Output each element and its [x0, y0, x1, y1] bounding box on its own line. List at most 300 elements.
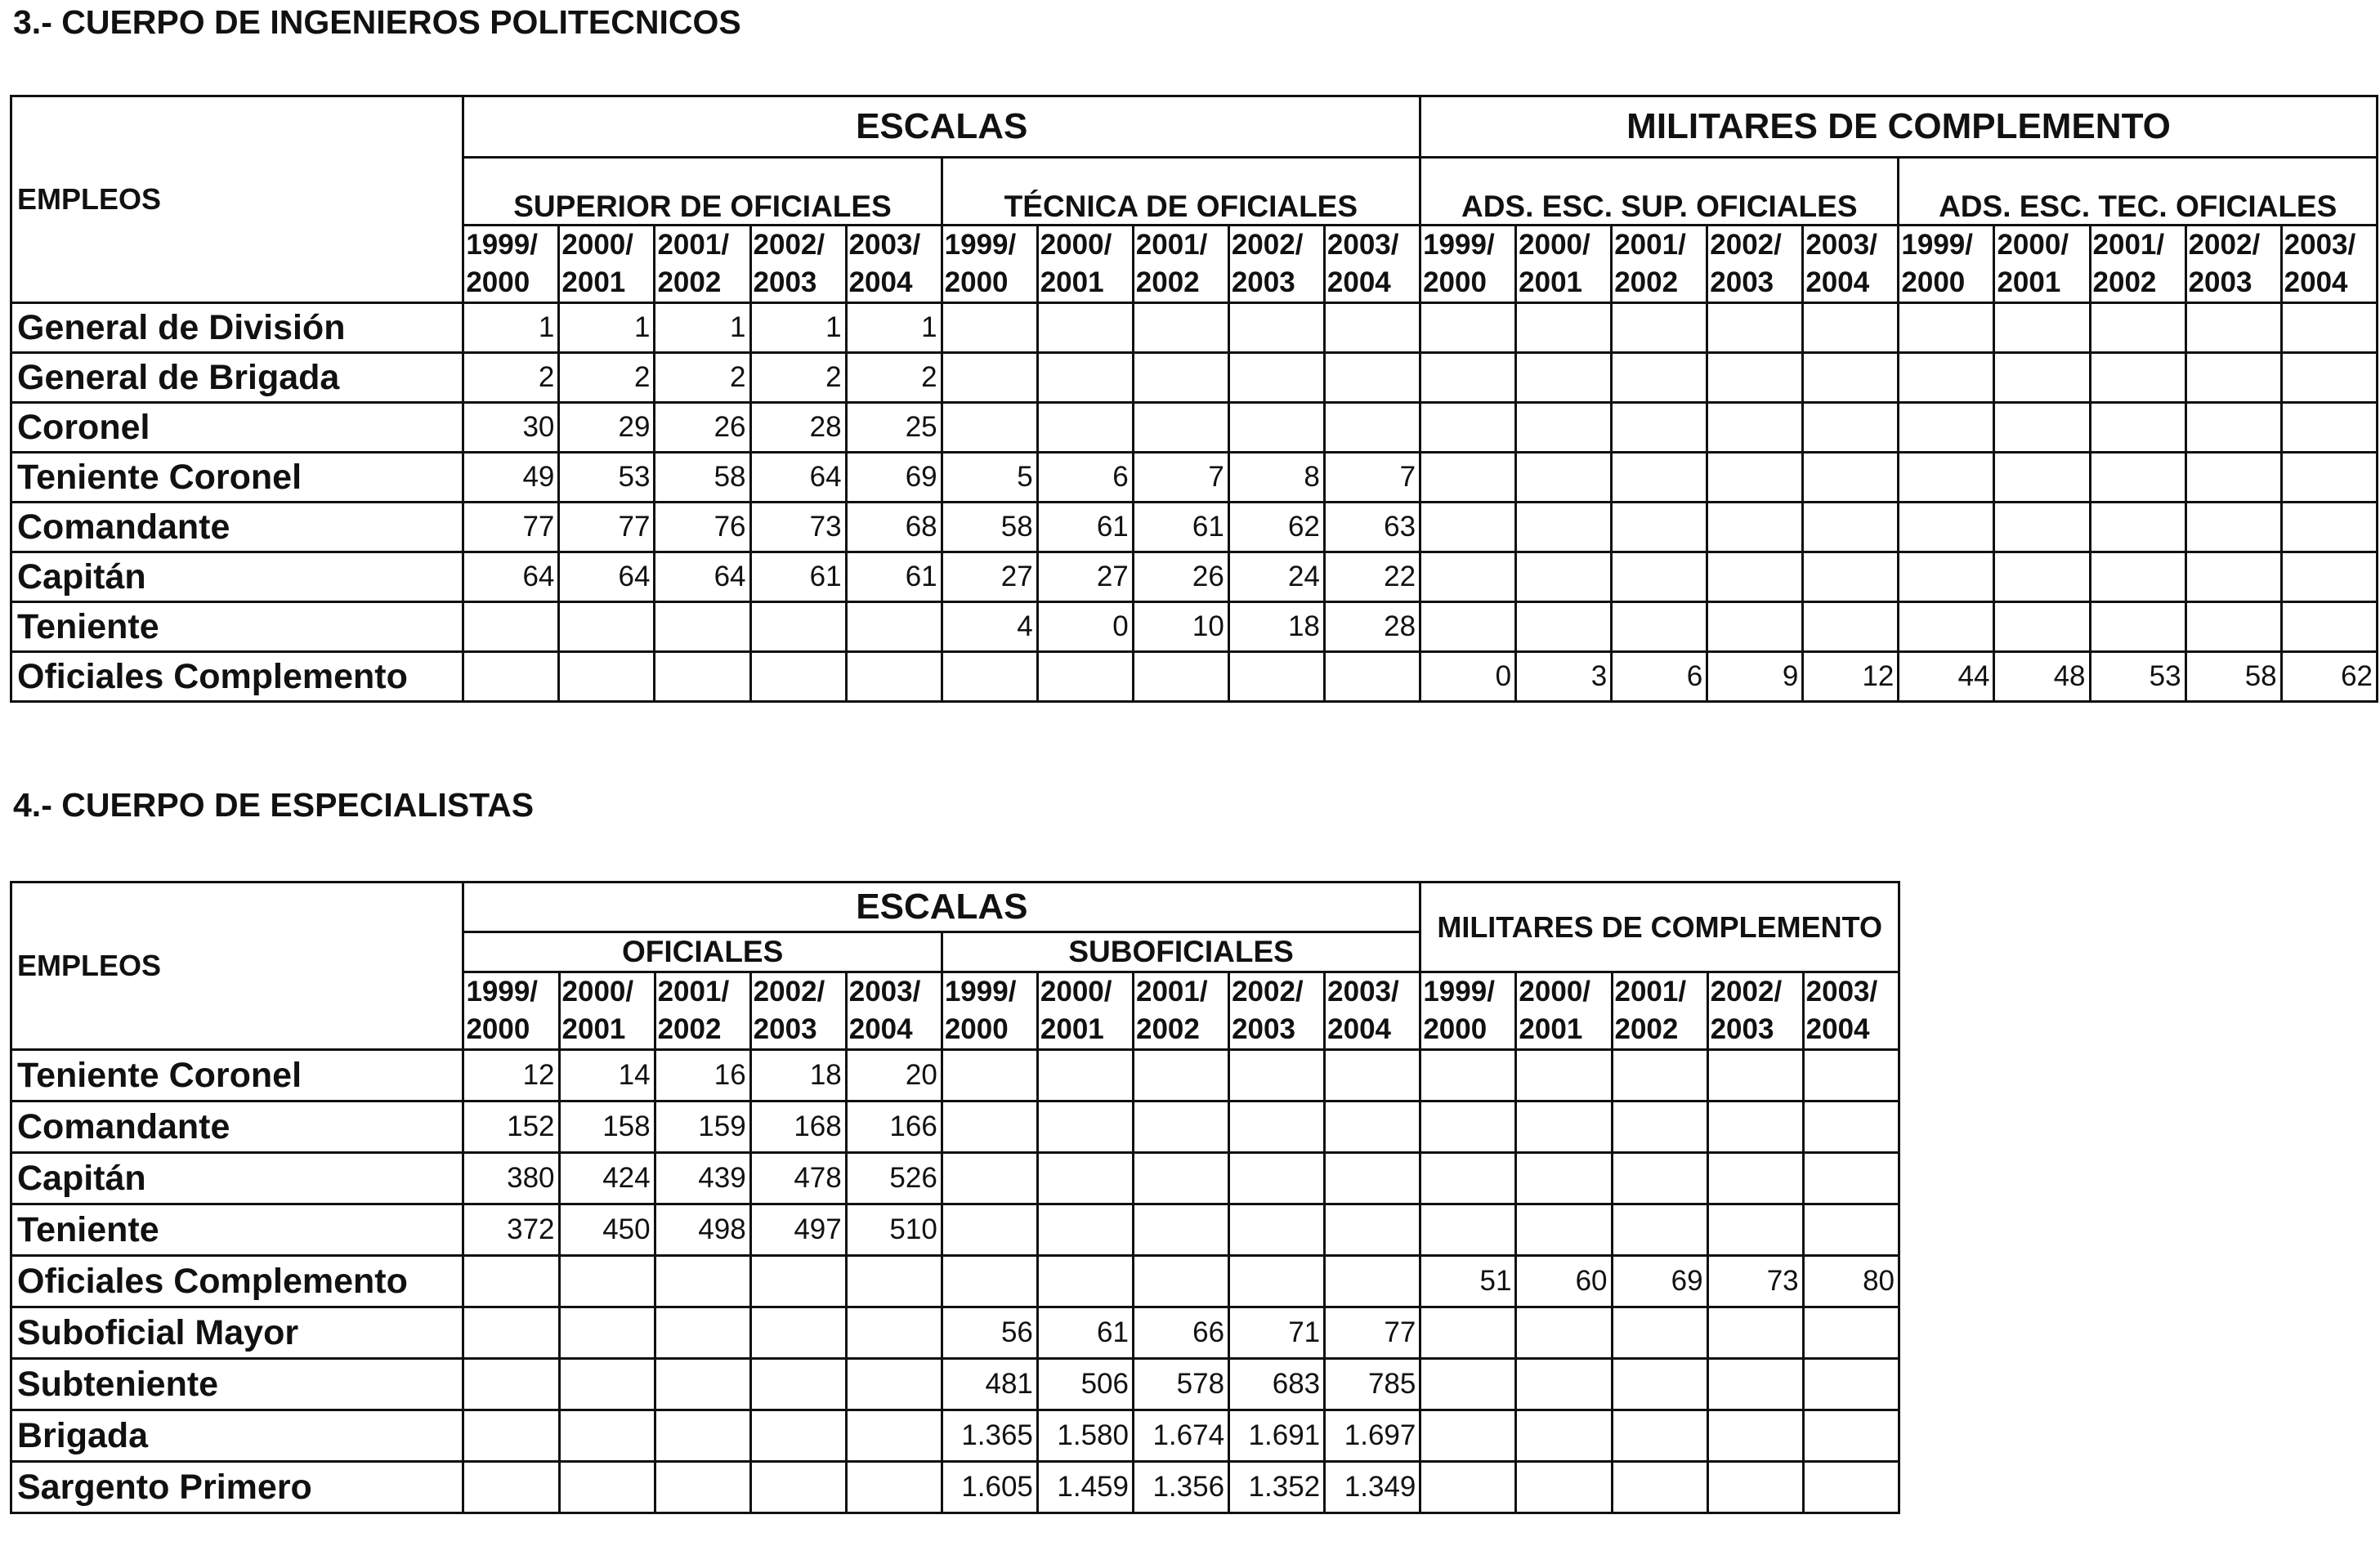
table-cell: [1228, 303, 1324, 353]
table-cell: 14: [559, 1050, 655, 1101]
table-cell: [1516, 353, 1612, 403]
table-cell: [655, 602, 750, 652]
year-end: 2004: [848, 1013, 913, 1045]
table-cell: [1803, 1101, 1899, 1153]
table-cell: [463, 1359, 559, 1410]
table-cell: 80: [1803, 1256, 1899, 1307]
table-cell: 152: [463, 1101, 559, 1153]
year-end: 2004: [1805, 266, 1870, 298]
table-cell: 1: [750, 303, 846, 353]
table-cell: [2281, 552, 2377, 602]
year-header: [2281, 226, 2377, 303]
year-end: 2002: [1614, 266, 1679, 298]
subgroup-header-suboficiales: SUBOFICIALES: [942, 932, 1420, 972]
year-end: 2001: [1997, 266, 2061, 298]
table-cell: 26: [655, 403, 750, 453]
table-cell: [1037, 1050, 1133, 1101]
table-cell: 77: [559, 503, 655, 552]
table-cell: [846, 652, 942, 702]
table-cuerpo-ingenieros: [10, 95, 2378, 703]
table-cell: 69: [846, 453, 942, 503]
table-cell: [1420, 602, 1516, 652]
row-label: Brigada: [11, 1410, 463, 1462]
year-end: 2004: [848, 266, 913, 298]
table-cell: [1803, 1410, 1899, 1462]
table-cell: [463, 652, 559, 702]
table-cell: [2185, 303, 2281, 353]
subgroup-header-oficiales: OFICIALES: [463, 932, 942, 972]
row-label: Teniente: [11, 1204, 463, 1256]
year-start: 2002/: [1710, 229, 1782, 261]
table-cell: [1803, 552, 1899, 602]
header-row-groups: [11, 96, 2378, 158]
row-label: Coronel: [11, 403, 463, 453]
year-start: 2000/: [1519, 976, 1591, 1008]
table-cell: [1420, 353, 1516, 403]
subgroup-header-ads-tec: ADS. ESC. TEC. OFICIALES: [1899, 158, 2378, 226]
table-cell: 2: [846, 353, 942, 403]
table-cell: 53: [559, 453, 655, 503]
table-cell: [1899, 403, 1994, 453]
year-start: 2000/: [561, 229, 633, 261]
table-cell: [1324, 652, 1420, 702]
table-row: [11, 1462, 1899, 1513]
year-end: 2001: [561, 1013, 626, 1045]
table-cell: [1420, 503, 1516, 552]
year-end: 2003: [1710, 1013, 1774, 1045]
year-start: 1999/: [466, 976, 539, 1008]
year-end: 2003: [753, 1013, 817, 1045]
table-cell: 51: [1420, 1256, 1516, 1307]
table-cell: [463, 1256, 559, 1307]
table-row: [11, 1050, 1899, 1101]
table-cell: [1229, 1050, 1325, 1101]
year-start: 1999/: [944, 229, 1017, 261]
year-header: [1420, 972, 1516, 1050]
table-cell: 58: [942, 503, 1037, 552]
table-cell: [1133, 652, 1228, 702]
year-start: 2003/: [1805, 976, 1878, 1008]
table-cell: [1707, 1307, 1803, 1359]
table-cell: [1803, 453, 1899, 503]
table-cell: 8: [1228, 453, 1324, 503]
table-cell: 64: [655, 552, 750, 602]
row-label: Comandante: [11, 503, 463, 552]
table-cell: [1707, 353, 1803, 403]
table-cell: [559, 1462, 655, 1513]
table-cell: [1803, 353, 1899, 403]
table-cell: [846, 1359, 942, 1410]
table-cell: [2281, 353, 2377, 403]
table-cell: 27: [942, 552, 1037, 602]
year-start: 2003/: [1327, 976, 1399, 1008]
table-row: [11, 353, 2378, 403]
year-start: 1999/: [944, 976, 1017, 1008]
table-cell: [1707, 303, 1803, 353]
table-cell: [1228, 652, 1324, 702]
table-row: [11, 1307, 1899, 1359]
year-end: 2004: [1326, 266, 1391, 298]
table-cell: [1707, 1101, 1803, 1153]
table-cell: [2185, 552, 2281, 602]
table-cell: [2185, 453, 2281, 503]
year-header: [1324, 226, 1420, 303]
table-cell: [2185, 353, 2281, 403]
table-cell: 77: [1325, 1307, 1420, 1359]
table-row: [11, 1410, 1899, 1462]
table-cell: 0: [1420, 652, 1516, 702]
table-cell: 481: [942, 1359, 1037, 1410]
table-cell: [1420, 403, 1516, 453]
table-cell: [1707, 1462, 1803, 1513]
table-cell: [846, 1462, 942, 1513]
table-cell: [1707, 1153, 1803, 1204]
table-cell: [2090, 303, 2185, 353]
table-cell: [559, 1359, 655, 1410]
table-cell: 26: [1133, 552, 1228, 602]
year-header: [1803, 226, 1899, 303]
table-cell: [942, 1101, 1037, 1153]
year-end: 2000: [1423, 266, 1487, 298]
table-cell: 25: [846, 403, 942, 453]
year-start: 1999/: [1901, 229, 1973, 261]
subgroup-header-ads-sup: ADS. ESC. SUP. OFICIALES: [1420, 158, 1899, 226]
table-cell: 1.580: [1037, 1410, 1133, 1462]
table-cell: [655, 1307, 750, 1359]
year-header: [1037, 972, 1133, 1050]
group-header-escalas: ESCALAS: [463, 883, 1420, 932]
year-start: 2003/: [848, 229, 921, 261]
year-end: 2001: [1040, 266, 1104, 298]
table-cell: [1037, 1101, 1133, 1153]
table-cell: [1707, 1204, 1803, 1256]
table-cell: [1707, 1410, 1803, 1462]
year-end: 2003: [1710, 266, 1774, 298]
table-cell: [1516, 303, 1612, 353]
table-cell: [1516, 1101, 1612, 1153]
table-cell: 5: [942, 453, 1037, 503]
table-cell: [2090, 453, 2185, 503]
table-cell: 22: [1324, 552, 1420, 602]
table-cell: [1612, 552, 1707, 602]
table-cell: [1707, 403, 1803, 453]
year-end: 2000: [944, 266, 1009, 298]
table-cell: 168: [750, 1101, 846, 1153]
table-cell: 2: [750, 353, 846, 403]
year-header: [750, 226, 846, 303]
year-header: [1899, 226, 1994, 303]
table-cell: [1037, 1256, 1133, 1307]
year-end: 2004: [1327, 1013, 1392, 1045]
table-cell: [1228, 403, 1324, 453]
year-end: 2002: [657, 266, 722, 298]
table-cell: [1516, 1153, 1612, 1204]
table-cell: 506: [1037, 1359, 1133, 1410]
table-cell: [1994, 403, 2090, 453]
year-header: [1516, 226, 1612, 303]
table-cell: [1229, 1101, 1325, 1153]
table-cell: [1324, 303, 1420, 353]
year-header: [559, 226, 655, 303]
year-header: [463, 972, 559, 1050]
table-cell: 9: [1707, 652, 1803, 702]
table-cell: [750, 1307, 846, 1359]
table-cell: 18: [750, 1050, 846, 1101]
table-cell: [2090, 503, 2185, 552]
header-row-groups: [11, 883, 1899, 932]
table-cell: [1994, 602, 2090, 652]
table-cell: [1133, 353, 1228, 403]
table-cell: 62: [1228, 503, 1324, 552]
table-cell: 1.459: [1037, 1462, 1133, 1513]
table-cell: [1516, 1050, 1612, 1101]
table-cell: [1325, 1256, 1420, 1307]
table-cell: [750, 1359, 846, 1410]
table-cell: 63: [1324, 503, 1420, 552]
section-title-especialistas: 4.- CUERPO DE ESPECIALISTAS: [13, 786, 535, 824]
year-start: 2002/: [1710, 976, 1783, 1008]
year-start: 2001/: [657, 229, 730, 261]
table-cell: 27: [1037, 552, 1133, 602]
year-end: 2001: [1519, 1013, 1583, 1045]
table-cell: 64: [463, 552, 559, 602]
year-start: 2001/: [1135, 976, 1208, 1008]
table-cell: 158: [559, 1101, 655, 1153]
table-cell: [750, 1410, 846, 1462]
year-end: 2003: [2188, 266, 2252, 298]
table-cell: 53: [2090, 652, 2185, 702]
year-start: 2003/: [2284, 229, 2356, 261]
table-cell: [942, 1256, 1037, 1307]
year-header: [1707, 972, 1803, 1050]
table-cuerpo-especialistas: [10, 881, 1900, 1514]
year-header: [1803, 972, 1899, 1050]
table-row: [11, 1256, 1899, 1307]
row-label: Sargento Primero: [11, 1462, 463, 1513]
table-cell: [1037, 353, 1133, 403]
year-end: 2001: [561, 266, 626, 298]
table-cell: [1420, 1050, 1516, 1101]
year-end: 2002: [1135, 266, 1200, 298]
year-header: [655, 226, 750, 303]
table-cell: [2281, 602, 2377, 652]
table-cell: [463, 1410, 559, 1462]
table-cell: 12: [463, 1050, 559, 1101]
table-cell: [1612, 1462, 1707, 1513]
table-cell: [655, 652, 750, 702]
table-cell: [942, 303, 1037, 353]
table-cell: 24: [1228, 552, 1324, 602]
table-cell: [2090, 353, 2185, 403]
year-header: [750, 972, 846, 1050]
table-cell: [2185, 403, 2281, 453]
year-end: 2002: [1135, 1013, 1200, 1045]
year-start: 2001/: [657, 976, 730, 1008]
table-cell: 6: [1612, 652, 1707, 702]
year-header: [1612, 972, 1707, 1050]
table-cell: 66: [1133, 1307, 1228, 1359]
table-cell: [1707, 453, 1803, 503]
table-cell: [2281, 503, 2377, 552]
table-cell: 1.674: [1133, 1410, 1228, 1462]
table-cell: 77: [463, 503, 559, 552]
table-cell: [1325, 1050, 1420, 1101]
table-cell: 64: [559, 552, 655, 602]
year-header: [1133, 972, 1228, 1050]
table-cell: 61: [846, 552, 942, 602]
year-start: 2000/: [561, 976, 634, 1008]
table-cell: 1: [463, 303, 559, 353]
table-cell: 49: [463, 453, 559, 503]
table-cell: 73: [750, 503, 846, 552]
table-cell: [1133, 1204, 1228, 1256]
table-cell: [1420, 552, 1516, 602]
year-end: 2004: [1805, 1013, 1870, 1045]
table-cell: [1612, 353, 1707, 403]
table-cell: [1133, 1101, 1228, 1153]
table-cell: 0: [1037, 602, 1133, 652]
table-cell: [1516, 1204, 1612, 1256]
row-label: Subteniente: [11, 1359, 463, 1410]
table-row: [11, 303, 2378, 353]
subgroup-header-superior: SUPERIOR DE OFICIALES: [463, 158, 942, 226]
table-row: [11, 1359, 1899, 1410]
group-header-militares-complemento: MILITARES DE COMPLEMENTO: [1420, 96, 2378, 158]
table-cell: 1: [559, 303, 655, 353]
table-cell: 12: [1803, 652, 1899, 702]
table-cell: [1803, 1050, 1899, 1101]
year-end: 2001: [1040, 1013, 1104, 1045]
table-cell: [1037, 652, 1133, 702]
table-cell: [1229, 1204, 1325, 1256]
row-label: General de División: [11, 303, 463, 353]
table-cell: [1899, 602, 1994, 652]
table-cell: [1899, 303, 1994, 353]
table-cell: 510: [846, 1204, 942, 1256]
table-cell: [1803, 602, 1899, 652]
row-label: Suboficial Mayor: [11, 1307, 463, 1359]
table-cell: 578: [1133, 1359, 1228, 1410]
year-end: 2002: [1614, 1013, 1679, 1045]
table-cell: [655, 1359, 750, 1410]
table-cell: [1037, 403, 1133, 453]
subgroup-header-tecnica: TÉCNICA DE OFICIALES: [942, 158, 1420, 226]
table-cell: [1803, 1204, 1899, 1256]
table-cell: [1420, 1410, 1516, 1462]
year-end: 2002: [657, 1013, 722, 1045]
table-cell: [1612, 403, 1707, 453]
year-header: [942, 226, 1037, 303]
table-row: [11, 453, 2378, 503]
year-header: [1994, 226, 2090, 303]
table-cell: [1037, 303, 1133, 353]
table-cell: [1612, 1050, 1707, 1101]
table-cell: 478: [750, 1153, 846, 1204]
year-start: 2002/: [753, 229, 825, 261]
table-row: [11, 1101, 1899, 1153]
table-cell: [463, 1307, 559, 1359]
table-cell: [655, 1462, 750, 1513]
row-label: Capitán: [11, 552, 463, 602]
year-header: [1612, 226, 1707, 303]
table-cell: 69: [1612, 1256, 1707, 1307]
table-cell: 166: [846, 1101, 942, 1153]
table-cell: 497: [750, 1204, 846, 1256]
year-header: [1133, 226, 1228, 303]
table-cell: [1420, 303, 1516, 353]
year-start: 2001/: [1614, 229, 1686, 261]
table-cell: [1612, 1101, 1707, 1153]
table-cell: [559, 1410, 655, 1462]
table-cell: [1133, 1256, 1228, 1307]
table-cell: [1324, 403, 1420, 453]
row-label: Oficiales Complemento: [11, 652, 463, 702]
table-cell: 7: [1324, 453, 1420, 503]
year-header: [1420, 226, 1516, 303]
group-header-militares-complemento: MILITARES DE COMPLEMENTO: [1420, 883, 1899, 972]
table-cell: 62: [2281, 652, 2377, 702]
table-cell: [1612, 503, 1707, 552]
table-cell: 20: [846, 1050, 942, 1101]
table-cell: [1899, 503, 1994, 552]
year-start: 2002/: [1231, 229, 1304, 261]
table-cell: [463, 1462, 559, 1513]
year-start: 2002/: [2188, 229, 2261, 261]
table-cell: [1803, 303, 1899, 353]
year-start: 2003/: [1805, 229, 1877, 261]
table-cell: [1803, 1153, 1899, 1204]
table-cell: [2281, 453, 2377, 503]
table-cell: [2281, 303, 2377, 353]
year-header: [846, 226, 942, 303]
table-cell: [1228, 353, 1324, 403]
year-header: [463, 226, 559, 303]
table-cell: [846, 1410, 942, 1462]
table-cell: [1037, 1204, 1133, 1256]
table-cell: 30: [463, 403, 559, 453]
table-cell: 424: [559, 1153, 655, 1204]
table-cell: 683: [1229, 1359, 1325, 1410]
table-cell: [1612, 303, 1707, 353]
section-title-ingenieros: 3.- CUERPO DE INGENIEROS POLITECNICOS: [13, 3, 741, 41]
year-end: 2004: [2284, 266, 2348, 298]
table-cell: 380: [463, 1153, 559, 1204]
table-cell: [655, 1256, 750, 1307]
table-cell: [1420, 1462, 1516, 1513]
table-cell: 450: [559, 1204, 655, 1256]
table-cell: 159: [655, 1101, 750, 1153]
year-start: 2002/: [1232, 976, 1304, 1008]
table-cell: [1420, 1359, 1516, 1410]
year-start: 2000/: [1040, 976, 1112, 1008]
table-cell: [942, 1050, 1037, 1101]
table-cell: [559, 652, 655, 702]
table-cell: [1899, 453, 1994, 503]
year-end: 2000: [1423, 1013, 1488, 1045]
table-cell: [2090, 602, 2185, 652]
year-header: [1707, 226, 1803, 303]
table-cell: [1994, 552, 2090, 602]
table-cell: 64: [750, 453, 846, 503]
table-cell: 7: [1133, 453, 1228, 503]
table-cell: 71: [1229, 1307, 1325, 1359]
table-cell: [1707, 602, 1803, 652]
table-cell: [1803, 1359, 1899, 1410]
year-end: 2002: [2092, 266, 2157, 298]
year-end: 2000: [466, 1013, 530, 1045]
table-cell: [559, 602, 655, 652]
table-cell: [1803, 503, 1899, 552]
